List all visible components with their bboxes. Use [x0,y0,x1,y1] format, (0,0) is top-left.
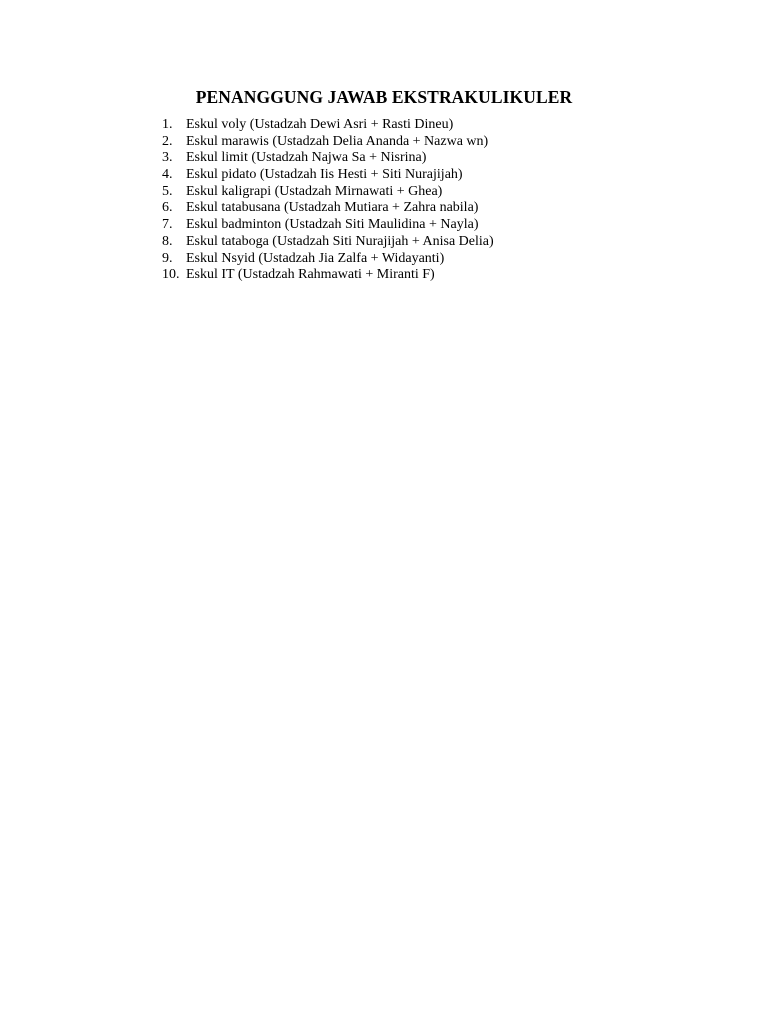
list-item-text: Eskul pidato (Ustadzah Iis Hesti + Siti Nurajijah) [186,167,463,183]
list-item [162,134,494,151]
list-item-text: Eskul limit (Ustadzah Najwa Sa + Nisrina) [186,150,427,166]
extracurricular-list [162,117,494,284]
list-item-text: Eskul kaligrapi (Ustadzah Mirnawati + Ghea) [186,183,443,199]
list-item [162,167,494,184]
list-item-number: 9. [162,250,173,266]
list-item-number: 5. [162,183,173,199]
list-item [162,251,494,268]
list-item [162,150,494,167]
list-item-number: 8. [162,233,173,249]
list-item-text: Eskul tatabusana (Ustadzah Mutiara + Zahra nabila) [186,200,479,216]
list-item-text: Eskul tataboga (Ustadzah Siti Nurajijah + Anisa Delia) [186,233,494,249]
list-item [162,200,494,217]
list-item-number: 4. [162,167,173,183]
list-item-number: 1. [162,117,173,132]
list-item-text: Eskul Nsyid (Ustadzah Jia Zalfa + Widayanti) [186,250,445,266]
list-item-number: 6. [162,200,173,216]
list-item-text: Eskul marawis (Ustadzah Delia Ananda + Nazwa wn) [186,133,489,149]
list-item [162,117,494,134]
list-item-text: Eskul voly (Ustadzah Dewi Asri + Rasti Dineu) [186,117,454,132]
document-title: PENANGGUNG JAWAB EKSTRAKULIKULER [195,87,573,107]
list-item [162,217,494,234]
list-item-number: 10. [162,267,180,283]
list-item-text: Eskul badminton (Ustadzah Siti Maulidina + Nayla) [186,217,479,233]
list-item [162,234,494,251]
list-item-number: 7. [162,217,173,233]
list-item [162,184,494,201]
list-item-number: 3. [162,150,173,166]
list-item-number: 2. [162,133,173,149]
list-item [162,267,494,284]
list-item-text: Eskul IT (Ustadzah Rahmawati + Miranti F) [186,267,435,283]
